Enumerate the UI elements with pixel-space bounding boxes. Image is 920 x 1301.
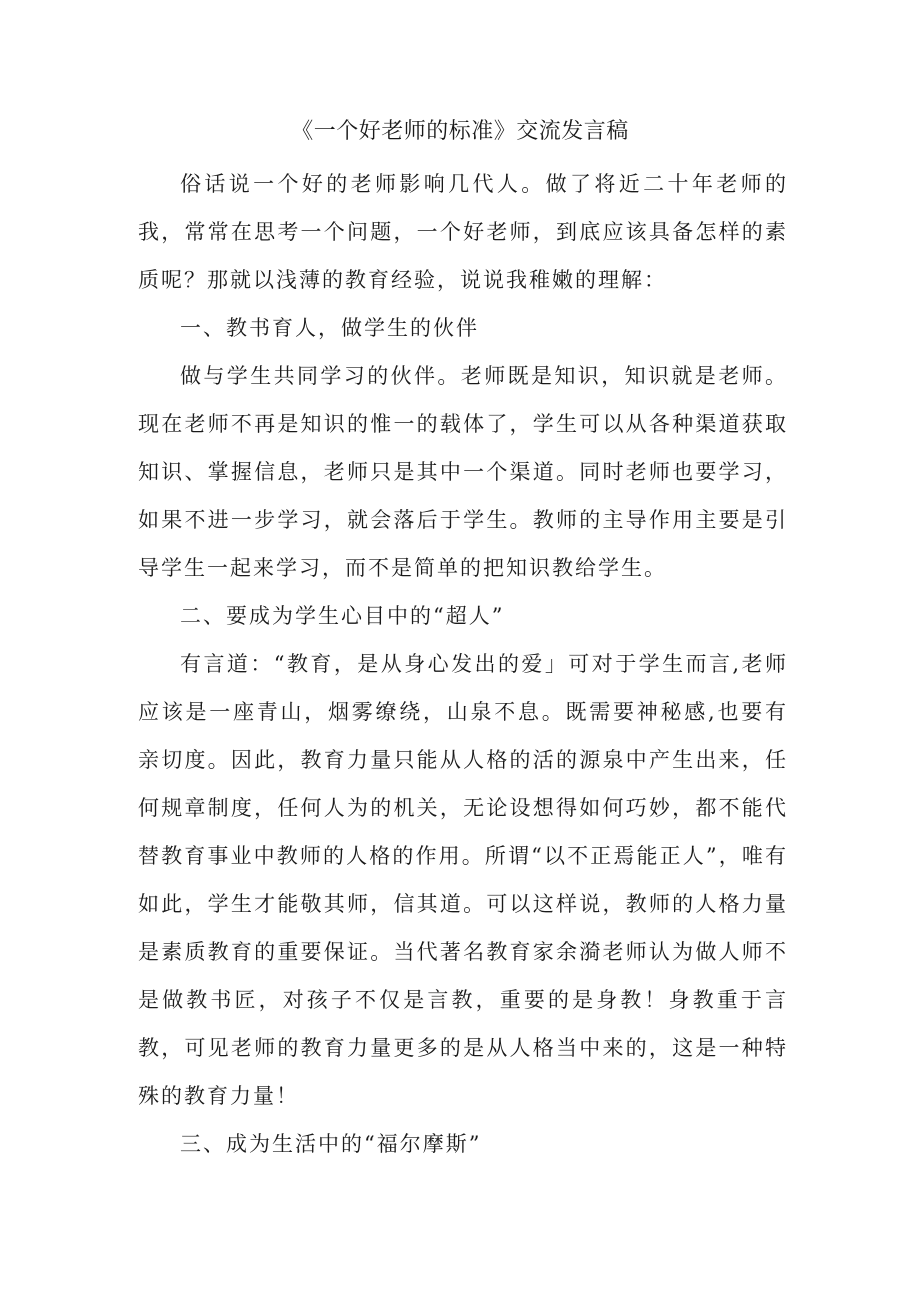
section-heading-1: 一、教书育人，做学生的伙伴 — [180, 316, 479, 340]
section-1-paragraph: 做与学生共同学习的伙伴。老师既是知识，知识就是老师。现在老师不再是知识的惟一的载体了，学生可以从各种渠道获取知识、掌握信息，老师只是其中一个渠道。同时老师也要学习，如果不进一步学习，就会落后于学生。教师的主导作用主要是引导学生一起来学习，而不是简单的把知识教给学生。 — [138, 364, 788, 580]
section-2-paragraph: 有言道：“教育，是从身心发出的爱」可对于学生而言,老师应该是一座青山，烟雾缭绕，山泉不息。既需要神秘感,也要有亲切度。因此，教育力量只能从人格的活的源泉中产生出来，任何规章制度，任何人为的机关，无论设想得如何巧妙，都不能代替教育事业中教师的人格的作用。所谓“以不正焉能正人”，唯有如此，学生才能敬其师，信其道。可以这样说，教师的人格力量是素质教育的重要保证。当代著名教育家余漪老师认为做人师不是做教书匠，对孩子不仅是言教，重要的是身教！身教重于言教，可见老师的教育力量更多的是从人格当中来的，这是一种特殊的教育力量！ — [138, 652, 788, 1108]
intro-paragraph: 俗话说一个好的老师影响几代人。做了将近二十年老师的我，常常在思考一个问题，一个好老师，到底应该具备怎样的素质呢？那就以浅薄的教育经验，说说我稚嫩的理解： — [138, 172, 788, 292]
section-heading-3: 三、成为生活中的“福尔摩斯” — [180, 1132, 482, 1156]
section-heading-2: 二、要成为学生心目中的“超人” — [180, 604, 505, 628]
document-title: 《一个好老师的标准》交流发言稿 — [291, 119, 629, 144]
document-body — [138, 160, 788, 1168]
